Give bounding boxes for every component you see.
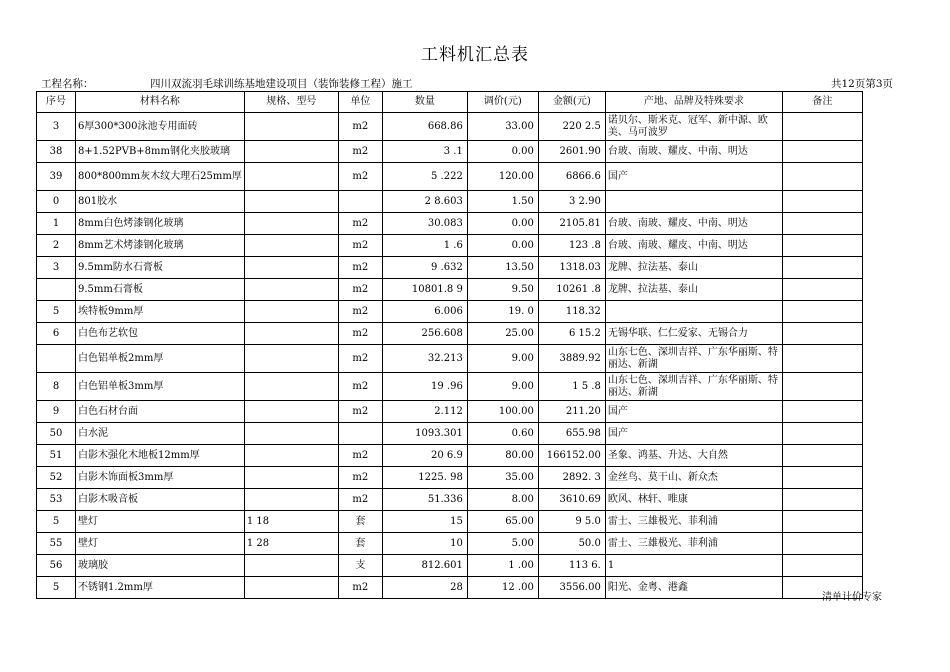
cell-unit: 套 bbox=[338, 511, 382, 533]
table-row bbox=[37, 279, 863, 301]
cell-amount: 1 5 .8 bbox=[538, 373, 605, 401]
cell-name: 埃特板9mm厚 bbox=[76, 301, 245, 323]
cell-price: 8.00 bbox=[467, 489, 538, 511]
cell-amount: 3610.69 bbox=[538, 489, 605, 511]
cell-amount: 6866.6 bbox=[538, 163, 605, 191]
cell-amount: 2892. 3 bbox=[538, 467, 605, 489]
cell-price: 33.00 bbox=[467, 113, 538, 141]
cell-spec bbox=[244, 323, 338, 345]
cell-name: 800*800mm灰木纹大理石25mm厚 bbox=[76, 163, 245, 191]
table-row bbox=[37, 301, 863, 323]
cell-spec bbox=[244, 467, 338, 489]
project-label: 工程名称： bbox=[41, 78, 94, 90]
cell-amount: 50.0 bbox=[538, 533, 605, 555]
cell-name: 玻璃胶 bbox=[76, 555, 245, 577]
cell-qty: 3 .1 bbox=[382, 141, 467, 163]
cell-price: 13.50 bbox=[467, 257, 538, 279]
footer-text: 清单计价专家 bbox=[822, 592, 882, 603]
cell-remark bbox=[782, 489, 862, 511]
table-row bbox=[37, 423, 863, 445]
header-qty: 数量 bbox=[382, 92, 467, 113]
cell-price: 0.00 bbox=[467, 235, 538, 257]
cell-origin: 雷士、三雄极光、菲利浦 bbox=[605, 511, 782, 533]
table-body bbox=[37, 113, 863, 599]
cell-no: 38 bbox=[37, 141, 76, 163]
cell-remark bbox=[782, 555, 862, 577]
cell-qty: 6.006 bbox=[382, 301, 467, 323]
table-row bbox=[37, 577, 863, 599]
cell-origin: 台玻、南玻、耀皮、中南、明达 bbox=[605, 141, 782, 163]
cell-no bbox=[37, 279, 76, 301]
cell-qty: 5 .222 bbox=[382, 163, 467, 191]
cell-qty: 10801.8 9 bbox=[382, 279, 467, 301]
table-row bbox=[37, 235, 863, 257]
cell-spec bbox=[244, 555, 338, 577]
cell-no: 3 bbox=[37, 257, 76, 279]
page-info: 共12页第3页 bbox=[830, 78, 893, 90]
cell-price: 65.00 bbox=[467, 511, 538, 533]
cell-amount: 3 2.90 bbox=[538, 191, 605, 213]
cell-no: 6 bbox=[37, 323, 76, 345]
cell-remark bbox=[782, 533, 862, 555]
table-row bbox=[37, 373, 863, 401]
cell-unit: 支 bbox=[338, 555, 382, 577]
cell-qty: 51.336 bbox=[382, 489, 467, 511]
cell-spec bbox=[244, 113, 338, 141]
cell-no: 9 bbox=[37, 401, 76, 423]
cell-qty: 1225. 98 bbox=[382, 467, 467, 489]
cell-unit: m2 bbox=[338, 345, 382, 373]
table-row bbox=[37, 445, 863, 467]
cell-unit: m2 bbox=[338, 163, 382, 191]
cell-spec bbox=[244, 141, 338, 163]
cell-unit: m2 bbox=[338, 323, 382, 345]
cell-spec bbox=[244, 445, 338, 467]
cell-qty: 28 bbox=[382, 577, 467, 599]
table-row bbox=[37, 511, 863, 533]
cell-remark bbox=[782, 141, 862, 163]
cell-no: 0 bbox=[37, 191, 76, 213]
cell-price: 100.00 bbox=[467, 401, 538, 423]
cell-no: 5 bbox=[37, 577, 76, 599]
cell-price: 19. 0 bbox=[467, 301, 538, 323]
table-row bbox=[37, 191, 863, 213]
cell-unit: m2 bbox=[338, 577, 382, 599]
cell-origin bbox=[605, 191, 782, 213]
cell-amount: 2601.90 bbox=[538, 141, 605, 163]
cell-qty: 32.213 bbox=[382, 345, 467, 373]
cell-remark bbox=[782, 163, 862, 191]
cell-qty: 2 8.603 bbox=[382, 191, 467, 213]
cell-name: 9.5mm石膏板 bbox=[76, 279, 245, 301]
cell-spec: 1 28 bbox=[244, 533, 338, 555]
header-spec: 规格、型号 bbox=[244, 92, 338, 113]
cell-unit: m2 bbox=[338, 445, 382, 467]
cell-price: 0.00 bbox=[467, 213, 538, 235]
cell-remark bbox=[782, 467, 862, 489]
cell-remark bbox=[782, 257, 862, 279]
cell-qty: 1 .6 bbox=[382, 235, 467, 257]
table-row bbox=[37, 467, 863, 489]
header-remark: 备注 bbox=[782, 92, 862, 113]
cell-amount: 3556.00 bbox=[538, 577, 605, 599]
cell-unit bbox=[338, 191, 382, 213]
project-name: 四川双流羽毛球训练基地建设项目（装饰装修工程）施工 bbox=[150, 78, 413, 90]
cell-origin: 国产 bbox=[605, 163, 782, 191]
cell-qty: 30.083 bbox=[382, 213, 467, 235]
cell-origin: 龙牌、拉法基、泰山 bbox=[605, 279, 782, 301]
cell-amount: 3889.92 bbox=[538, 345, 605, 373]
cell-origin: 台玻、南玻、耀皮、中南、明达 bbox=[605, 235, 782, 257]
cell-name: 白影木吸音板 bbox=[76, 489, 245, 511]
cell-price: 35.00 bbox=[467, 467, 538, 489]
cell-amount: 6 15.2 bbox=[538, 323, 605, 345]
cell-no bbox=[37, 345, 76, 373]
cell-remark bbox=[782, 213, 862, 235]
cell-name: 801胶水 bbox=[76, 191, 245, 213]
cell-origin: 金丝鸟、莫干山、新众杰 bbox=[605, 467, 782, 489]
cell-remark bbox=[782, 511, 862, 533]
cell-unit: m2 bbox=[338, 213, 382, 235]
cell-price: 25.00 bbox=[467, 323, 538, 345]
cell-name: 壁灯 bbox=[76, 533, 245, 555]
cell-name: 6厚300*300泳池专用面砖 bbox=[76, 113, 245, 141]
table-row bbox=[37, 401, 863, 423]
cell-amount: 10261 .8 bbox=[538, 279, 605, 301]
cell-name: 不锈钢1.2mm厚 bbox=[76, 577, 245, 599]
cell-origin: 无锡华联、仁仁爱家、无锡合力 bbox=[605, 323, 782, 345]
cell-origin bbox=[605, 301, 782, 323]
cell-unit: m2 bbox=[338, 373, 382, 401]
cell-price: 1.50 bbox=[467, 191, 538, 213]
cell-remark bbox=[782, 373, 862, 401]
cell-name: 白色铝单板3mm厚 bbox=[76, 373, 245, 401]
cell-origin: 雷士、三雄极光、菲利浦 bbox=[605, 533, 782, 555]
cell-amount: 113 6. bbox=[538, 555, 605, 577]
cell-price: 9.00 bbox=[467, 345, 538, 373]
page-title: 工料机汇总表 bbox=[421, 45, 529, 65]
table-row bbox=[37, 113, 863, 141]
cell-unit: m2 bbox=[338, 113, 382, 141]
cell-unit: m2 bbox=[338, 141, 382, 163]
cell-spec: 1 18 bbox=[244, 511, 338, 533]
cell-name: 白影木强化木地板12mm厚 bbox=[76, 445, 245, 467]
cell-unit: m2 bbox=[338, 467, 382, 489]
cell-name: 8mm艺术烤漆钢化玻璃 bbox=[76, 235, 245, 257]
cell-no: 5 bbox=[37, 301, 76, 323]
cell-unit bbox=[338, 423, 382, 445]
cell-name: 8mm白色烤漆钢化玻璃 bbox=[76, 213, 245, 235]
cell-amount: 123 .8 bbox=[538, 235, 605, 257]
cell-price: 9.00 bbox=[467, 373, 538, 401]
cell-no: 53 bbox=[37, 489, 76, 511]
cell-remark bbox=[782, 401, 862, 423]
cell-qty: 1093.301 bbox=[382, 423, 467, 445]
cell-no: 3 bbox=[37, 113, 76, 141]
cell-qty: 668.86 bbox=[382, 113, 467, 141]
cell-name: 白色铝单板2mm厚 bbox=[76, 345, 245, 373]
cell-remark bbox=[782, 345, 862, 373]
cell-name: 白色石材台面 bbox=[76, 401, 245, 423]
cell-spec bbox=[244, 279, 338, 301]
cell-no: 50 bbox=[37, 423, 76, 445]
header-no: 序号 bbox=[37, 92, 76, 113]
cell-origin: 诺贝尔、斯米克、冠军、新中源、欧美、马可波罗 bbox=[605, 113, 782, 141]
cell-qty: 2.112 bbox=[382, 401, 467, 423]
cell-unit: m2 bbox=[338, 279, 382, 301]
cell-no: 51 bbox=[37, 445, 76, 467]
cell-origin: 国产 bbox=[605, 423, 782, 445]
cell-price: 9.50 bbox=[467, 279, 538, 301]
cell-remark bbox=[782, 191, 862, 213]
cell-remark bbox=[782, 423, 862, 445]
cell-name: 白影木饰面板3mm厚 bbox=[76, 467, 245, 489]
cell-spec bbox=[244, 257, 338, 279]
cell-price: 80.00 bbox=[467, 445, 538, 467]
cell-no: 56 bbox=[37, 555, 76, 577]
header-unit: 单位 bbox=[338, 92, 382, 113]
cell-price: 120.00 bbox=[467, 163, 538, 191]
materials-table bbox=[36, 91, 863, 599]
table-row bbox=[37, 555, 863, 577]
cell-no: 2 bbox=[37, 235, 76, 257]
cell-qty: 19 .96 bbox=[382, 373, 467, 401]
cell-remark bbox=[782, 113, 862, 141]
cell-amount: 2105.81 bbox=[538, 213, 605, 235]
cell-no: 52 bbox=[37, 467, 76, 489]
cell-spec bbox=[244, 301, 338, 323]
cell-origin: 山东七色、深圳吉祥、广东华丽斯、特丽达、新湖 bbox=[605, 373, 782, 401]
cell-unit: m2 bbox=[338, 301, 382, 323]
cell-spec bbox=[244, 577, 338, 599]
table-row bbox=[37, 141, 863, 163]
cell-spec bbox=[244, 345, 338, 373]
cell-remark bbox=[782, 323, 862, 345]
cell-amount: 9 5.0 bbox=[538, 511, 605, 533]
cell-no: 55 bbox=[37, 533, 76, 555]
table-row bbox=[37, 533, 863, 555]
cell-qty: 812.601 bbox=[382, 555, 467, 577]
cell-origin: 阳光、金粤、港鑫 bbox=[605, 577, 782, 599]
cell-price: 1 .00 bbox=[467, 555, 538, 577]
cell-qty: 10 bbox=[382, 533, 467, 555]
cell-name: 9.5mm防水石膏板 bbox=[76, 257, 245, 279]
cell-qty: 256.608 bbox=[382, 323, 467, 345]
cell-price: 0.60 bbox=[467, 423, 538, 445]
cell-name: 壁灯 bbox=[76, 511, 245, 533]
cell-origin: 国产 bbox=[605, 401, 782, 423]
cell-price: 0.00 bbox=[467, 141, 538, 163]
cell-spec bbox=[244, 213, 338, 235]
cell-unit: m2 bbox=[338, 401, 382, 423]
cell-origin: 台玻、南玻、耀皮、中南、明达 bbox=[605, 213, 782, 235]
cell-spec bbox=[244, 489, 338, 511]
cell-name: 白水泥 bbox=[76, 423, 245, 445]
cell-no: 5 bbox=[37, 511, 76, 533]
cell-amount: 655.98 bbox=[538, 423, 605, 445]
cell-spec bbox=[244, 235, 338, 257]
cell-amount: 166152.00 bbox=[538, 445, 605, 467]
cell-origin: 山东七色、深圳吉祥、广东华丽斯、特丽达、新湖 bbox=[605, 345, 782, 373]
cell-origin: 欧风、林轩、唯康 bbox=[605, 489, 782, 511]
cell-spec bbox=[244, 373, 338, 401]
cell-remark bbox=[782, 445, 862, 467]
cell-qty: 20 6.9 bbox=[382, 445, 467, 467]
cell-unit: m2 bbox=[338, 489, 382, 511]
cell-spec bbox=[244, 191, 338, 213]
table-row bbox=[37, 345, 863, 373]
table-row bbox=[37, 489, 863, 511]
cell-qty: 15 bbox=[382, 511, 467, 533]
cell-unit: m2 bbox=[338, 257, 382, 279]
cell-spec bbox=[244, 401, 338, 423]
cell-no: 1 bbox=[37, 213, 76, 235]
table-row bbox=[37, 257, 863, 279]
table-row bbox=[37, 213, 863, 235]
header-price: 调价(元) bbox=[467, 92, 538, 113]
cell-price: 12 .00 bbox=[467, 577, 538, 599]
cell-name: 8+1.52PVB+8mm钢化夹胶玻璃 bbox=[76, 141, 245, 163]
cell-remark bbox=[782, 279, 862, 301]
table-header-row bbox=[37, 92, 863, 113]
cell-amount: 211.20 bbox=[538, 401, 605, 423]
cell-spec bbox=[244, 163, 338, 191]
cell-unit: 套 bbox=[338, 533, 382, 555]
table-row bbox=[37, 323, 863, 345]
cell-no: 39 bbox=[37, 163, 76, 191]
cell-price: 5.00 bbox=[467, 533, 538, 555]
cell-amount: 220 2.5 bbox=[538, 113, 605, 141]
header-origin: 产地、品牌及特殊要求 bbox=[605, 92, 782, 113]
cell-spec bbox=[244, 423, 338, 445]
cell-qty: 9 .632 bbox=[382, 257, 467, 279]
header-amount: 金额(元) bbox=[538, 92, 605, 113]
cell-remark bbox=[782, 301, 862, 323]
cell-remark bbox=[782, 235, 862, 257]
cell-origin: 龙牌、拉法基、泰山 bbox=[605, 257, 782, 279]
cell-unit: m2 bbox=[338, 235, 382, 257]
table-row bbox=[37, 163, 863, 191]
cell-name: 白色布艺软包 bbox=[76, 323, 245, 345]
cell-origin: 圣象、鸿基、升达、大自然 bbox=[605, 445, 782, 467]
header-name: 材料名称 bbox=[76, 92, 245, 113]
cell-origin: 1 bbox=[605, 555, 782, 577]
cell-amount: 118.32 bbox=[538, 301, 605, 323]
cell-amount: 1318.03 bbox=[538, 257, 605, 279]
cell-no: 8 bbox=[37, 373, 76, 401]
